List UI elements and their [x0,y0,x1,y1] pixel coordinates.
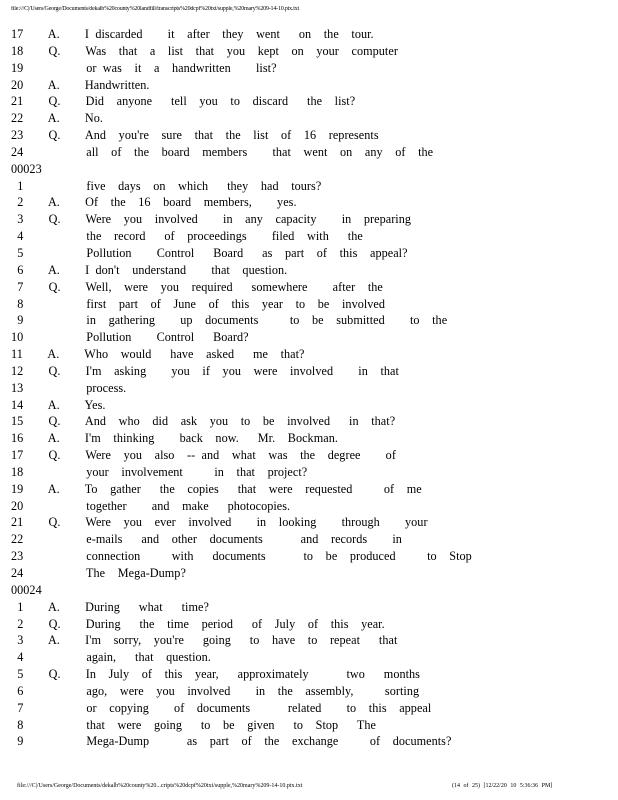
transcript-line: 22 A. No. [11,111,104,126]
transcript-line: 12 Q. I'm asking you if you were involved in that [11,363,399,378]
transcript-line: 24 The Mega-Dump? [11,566,186,580]
footer-file-path: file:///C|/Users/George/Documents/dekalb%20county%20...cripts%20dcpf%20txt/supple,%20mary%209-14-10.ptx.txt [17,783,303,789]
transcript-line: 16 A. I'm thinking back now. Mr. Bockman. [11,431,338,446]
transcript-line: 24 all of the board members that went on any of the [11,144,434,159]
transcript-line: 3 A. I'm sorry, you're going to have to repeat that [11,633,398,648]
transcript-line: 22 e-mails and other documents and records in [11,532,402,547]
transcript-body [11,26,611,750]
transcript-line: 6 ago, were you involved in the assembly, sorting [11,683,420,698]
transcript-line: 8 that were going to be given to Stop The [11,717,376,732]
transcript-line: 3 Q. Were you involved in any capacity in preparing [11,212,412,227]
page-header-file-path: file:///C|/Users/George/Documents/dekalb%20county%20landfill/transcripts%20dcpf%20txt/supple,%20mary%209-14-10.ptx.txt [11,6,299,12]
transcript-line: 21 Q. Were you ever involved in looking through your [11,515,428,530]
transcript-line: 15 Q. And who did ask you to be involved in that? [11,414,396,429]
transcript-line: 13 process. [11,380,127,395]
transcript-line: 00024 [11,582,42,597]
transcript-line: 2 Q. During the time period of July of this year. [11,616,385,631]
transcript-line: 19 A. To gather the copies that were requested of me [11,481,422,496]
transcript-line: 18 your involvement in that project? [11,464,308,479]
transcript-line: 1 five days on which they had tours? [11,178,322,193]
transcript-line: 4 the record of proceedings filed with the [11,229,363,244]
transcript-line: 20 A. Handwritten. [11,77,150,92]
transcript-line: 14 A. Yes. [11,397,106,412]
transcript-line: 11 A. Who would have asked me that? [11,347,305,362]
transcript-line: 23 connection with documents to be produced to Stop [11,549,472,564]
transcript-line: 7 Q. Well, were you required somewhere after the [11,279,383,294]
transcript-line: 20 together and make photocopies. [11,498,291,513]
transcript-line: 7 or copying of documents related to this appeal [11,700,432,715]
transcript-line: 4 again, that question. [11,650,211,665]
transcript-line: 5 Pollution Control Board as part of this appeal? [11,245,408,260]
transcript-line: 18 Q. Was that a list that you kept on your computer [11,43,398,58]
transcript-line: 8 first part of June of this year to be involved [11,296,386,311]
transcript-line: 1 A. During what time? [11,599,209,614]
transcript-line: 9 Mega-Dump as part of the exchange of documents? [11,734,452,749]
transcript-line: 19 or was it a handwritten list? [11,60,277,75]
transcript-line: 17 A. I discarded it after they went on the tour. [11,27,374,41]
transcript-line: 17 Q. Were you also -- and what was the degree of [11,448,396,463]
transcript-line: 23 Q. And you're sure that the list of 16 represents [11,128,379,143]
transcript-line: 2 A. Of the 16 board members, yes. [11,195,297,210]
transcript-line: 6 A. I don't understand that question. [11,262,288,277]
transcript-line: 10 Pollution Control Board? [11,330,249,345]
transcript-line: 21 Q. Did anyone tell you to discard the list? [11,94,356,109]
transcript-line: 5 Q. In July of this year, approximately two months [11,667,420,682]
transcript-line: 00023 [11,161,42,176]
footer-page-info: (14 of 25) [12/22/20 10 5:36:36 PM] [452,783,553,789]
transcript-line: 9 in gathering up documents to be submitted to the [11,313,448,328]
